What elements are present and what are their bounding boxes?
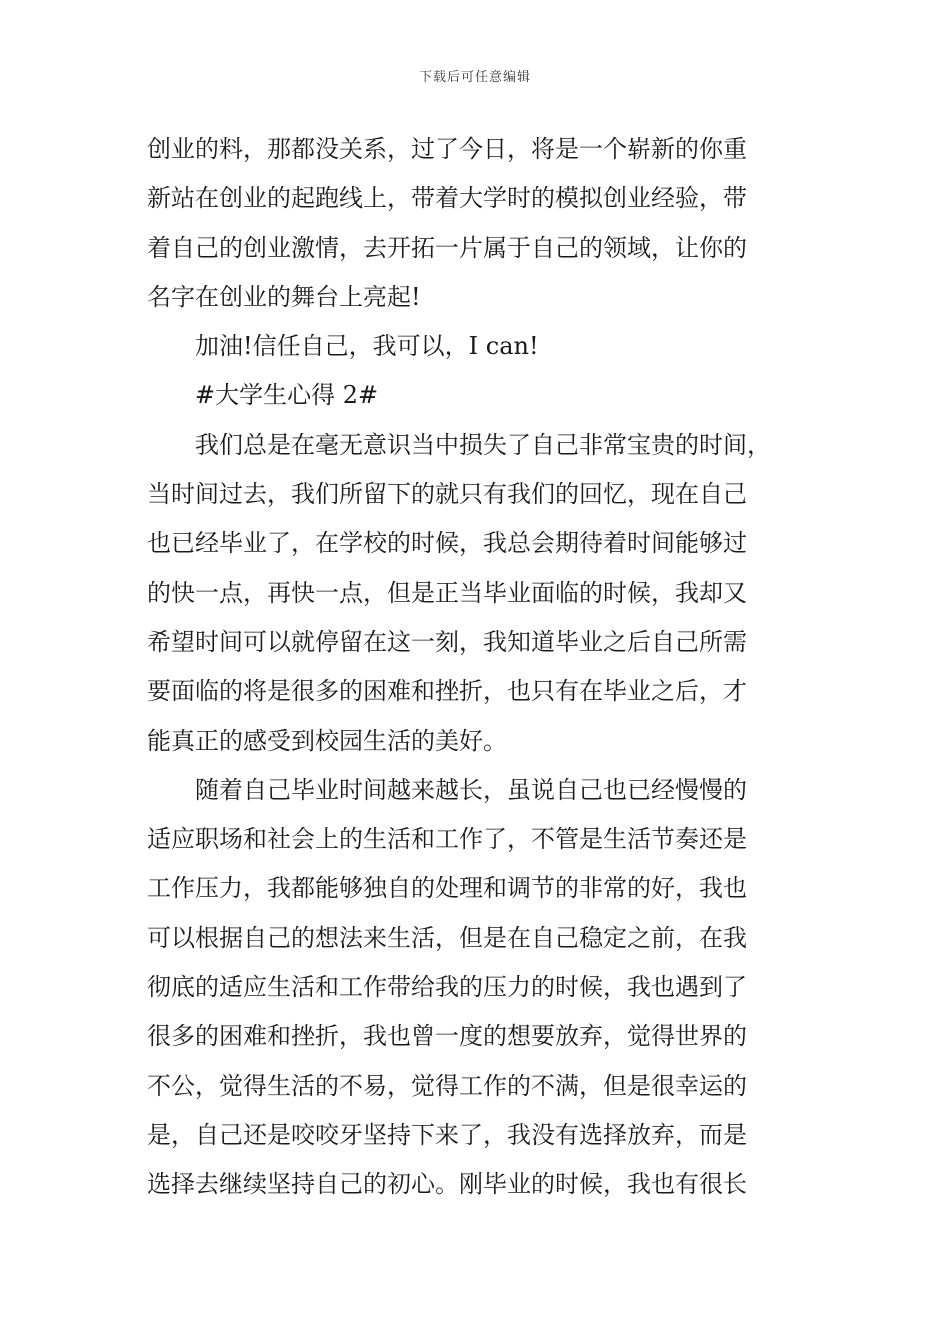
text-line: 很多的困难和挫折，我也曾一度的想要放弃，觉得世界的 [147, 1022, 747, 1051]
text-line: 彻底的适应生活和工作带给我的压力的时候，我也遇到了 [147, 973, 747, 1002]
text-line: 新站在创业的起跑线上，带着大学时的模拟创业经验，带 [147, 184, 747, 213]
section-heading: #大学生心得 2# [195, 381, 379, 410]
text-line: 选择去继续坚持自己的初心。刚毕业的时候，我也有很长 [147, 1170, 747, 1199]
text-line: 能真正的感受到校园生活的美好。 [147, 726, 507, 755]
text-line: 名字在创业的舞台上亮起! [147, 282, 421, 311]
text-line: 要面临的将是很多的困难和挫折，也只有在毕业之后，才 [147, 677, 747, 706]
page-header: 下载后可任意编辑 [418, 70, 531, 85]
text-line: 着自己的创业激情，去开拓一片属于自己的领域，让你的 [147, 233, 747, 262]
document-body [147, 125, 812, 1210]
text-line: 随着自己毕业时间越来越长，虽说自己也已经慢慢的 [195, 775, 747, 804]
text-line: 创业的料，那都没关系，过了今日，将是一个崭新的你重 [147, 135, 747, 163]
text-line: 我们总是在毫无意识当中损失了自己非常宝贵的时间， [195, 430, 771, 459]
text-line: 当时间过去，我们所留下的就只有我们的回忆，现在自己 [147, 480, 747, 509]
text-line: 加油!信任自己，我可以，I can! [195, 332, 539, 361]
text-line: 适应职场和社会上的生活和工作了，不管是生活节奏还是 [147, 825, 747, 854]
text-line: 可以根据自己的想法来生活，但是在自己稳定之前，在我 [147, 923, 747, 952]
text-line: 不公，觉得生活的不易，觉得工作的不满，但是很幸运的 [147, 1071, 747, 1100]
text-line: 也已经毕业了，在学校的时候，我总会期待着时间能够过 [147, 529, 747, 558]
text-line: 希望时间可以就停留在这一刻，我知道毕业之后自己所需 [147, 627, 747, 656]
text-line: 是，自己还是咬咬牙坚持下来了，我没有选择放弃，而是 [147, 1120, 747, 1149]
text-line: 的快一点，再快一点，但是正当毕业面临的时候，我却又 [147, 578, 747, 607]
text-line: 工作压力，我都能够独自的处理和调节的非常的好，我也 [147, 874, 747, 903]
